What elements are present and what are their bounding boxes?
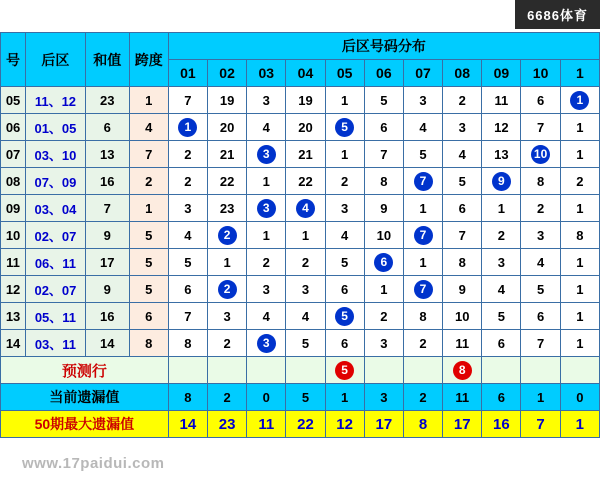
prediction-cell-10 (521, 357, 560, 384)
cell-dist-07: 5 (403, 141, 442, 168)
cell-dist-03 (247, 330, 286, 357)
prediction-cell-11 (560, 357, 599, 384)
cell-dist-01 (168, 114, 207, 141)
highlight-ball: 7 (414, 226, 433, 245)
cell-sum: 23 (85, 87, 129, 114)
cell-dist-05: 6 (325, 330, 364, 357)
cell-dist-04: 20 (286, 114, 325, 141)
header-span: 跨度 (129, 33, 168, 87)
cell-dist-11: 8 (560, 222, 599, 249)
cell-dist-08: 7 (443, 222, 482, 249)
cell-dist-06: 1 (364, 276, 403, 303)
prediction-cell-02 (207, 357, 246, 384)
cell-dist-07: 3 (403, 87, 442, 114)
cell-sum: 17 (85, 249, 129, 276)
max-miss-value-05: 12 (325, 411, 364, 438)
current-miss-row (1, 384, 600, 411)
header-col-03: 03 (247, 60, 286, 87)
cell-dist-03: 1 (247, 168, 286, 195)
cell-dist-01: 8 (168, 330, 207, 357)
cell-issue: 10 (1, 222, 26, 249)
header-col-04: 04 (286, 60, 325, 87)
header-col-05: 05 (325, 60, 364, 87)
cell-dist-03: 3 (247, 276, 286, 303)
current-miss-value-04: 5 (286, 384, 325, 411)
cell-dist-05: 1 (325, 141, 364, 168)
watermark-bottom-left: www.17paidui.com (22, 455, 165, 472)
watermark-top-right: 6686体育 (515, 0, 600, 29)
highlight-ball: 1 (178, 118, 197, 137)
header-col-08: 08 (443, 60, 482, 87)
current-miss-value-07: 2 (403, 384, 442, 411)
max-miss-value-11: 1 (560, 411, 599, 438)
header-col-01: 01 (168, 60, 207, 87)
cell-back-zone: 05、11 (26, 303, 86, 330)
cell-span: 4 (129, 114, 168, 141)
prediction-cell-03 (247, 357, 286, 384)
cell-dist-06: 2 (364, 303, 403, 330)
cell-dist-09: 13 (482, 141, 521, 168)
highlight-ball: 8 (453, 361, 472, 380)
cell-dist-02 (207, 222, 246, 249)
cell-dist-08: 8 (443, 249, 482, 276)
header-back-zone: 后区 (26, 33, 86, 87)
lottery-distribution-table (0, 32, 600, 438)
cell-dist-06: 5 (364, 87, 403, 114)
cell-dist-10: 6 (521, 303, 560, 330)
table-row (1, 141, 600, 168)
table-row (1, 276, 600, 303)
cell-dist-11: 1 (560, 330, 599, 357)
table-row (1, 87, 600, 114)
table-row (1, 195, 600, 222)
header-issue: 号 (1, 33, 26, 87)
table-row (1, 330, 600, 357)
cell-dist-01: 4 (168, 222, 207, 249)
cell-dist-01: 7 (168, 303, 207, 330)
highlight-ball: 7 (414, 172, 433, 191)
cell-dist-03: 4 (247, 303, 286, 330)
cell-dist-04: 5 (286, 330, 325, 357)
max-miss-label: 50期最大遗漏值 (1, 411, 169, 438)
header-col-11: 1 (560, 60, 599, 87)
cell-span: 1 (129, 87, 168, 114)
cell-span: 2 (129, 168, 168, 195)
cell-back-zone: 07、09 (26, 168, 86, 195)
highlight-ball: 4 (296, 199, 315, 218)
highlight-ball: 5 (335, 307, 354, 326)
max-miss-value-01: 14 (168, 411, 207, 438)
highlight-ball: 5 (335, 361, 354, 380)
header-col-02: 02 (207, 60, 246, 87)
table-row (1, 303, 600, 330)
highlight-ball: 9 (492, 172, 511, 191)
current-miss-value-05: 1 (325, 384, 364, 411)
cell-sum: 13 (85, 141, 129, 168)
cell-dist-01: 3 (168, 195, 207, 222)
highlight-ball: 1 (570, 91, 589, 110)
cell-dist-08: 3 (443, 114, 482, 141)
cell-dist-09: 2 (482, 222, 521, 249)
cell-dist-04 (286, 195, 325, 222)
highlight-ball: 7 (414, 280, 433, 299)
cell-dist-08: 6 (443, 195, 482, 222)
cell-dist-05: 5 (325, 249, 364, 276)
current-miss-label: 当前遗漏值 (1, 384, 169, 411)
cell-sum: 16 (85, 168, 129, 195)
cell-dist-04: 19 (286, 87, 325, 114)
cell-dist-10: 5 (521, 276, 560, 303)
header-group-distribution: 后区号码分布 (168, 33, 599, 60)
highlight-ball: 3 (257, 334, 276, 353)
cell-issue: 12 (1, 276, 26, 303)
cell-dist-03 (247, 141, 286, 168)
cell-issue: 07 (1, 141, 26, 168)
prediction-cell-09 (482, 357, 521, 384)
cell-dist-08: 5 (443, 168, 482, 195)
current-miss-value-10: 1 (521, 384, 560, 411)
cell-span: 7 (129, 141, 168, 168)
cell-issue: 14 (1, 330, 26, 357)
cell-dist-04: 21 (286, 141, 325, 168)
max-miss-value-02: 23 (207, 411, 246, 438)
cell-sum: 7 (85, 195, 129, 222)
cell-dist-11 (560, 87, 599, 114)
header-col-09: 09 (482, 60, 521, 87)
cell-dist-11: 1 (560, 249, 599, 276)
cell-sum: 9 (85, 276, 129, 303)
cell-dist-07 (403, 276, 442, 303)
highlight-ball: 3 (257, 145, 276, 164)
cell-dist-04: 2 (286, 249, 325, 276)
cell-dist-11: 1 (560, 114, 599, 141)
cell-dist-09: 6 (482, 330, 521, 357)
cell-dist-10: 7 (521, 114, 560, 141)
cell-dist-06: 8 (364, 168, 403, 195)
cell-dist-05: 4 (325, 222, 364, 249)
header-sum: 和值 (85, 33, 129, 87)
table-row (1, 168, 600, 195)
cell-dist-08: 11 (443, 330, 482, 357)
highlight-ball: 2 (218, 280, 237, 299)
cell-dist-01: 2 (168, 168, 207, 195)
current-miss-value-08: 11 (443, 384, 482, 411)
cell-dist-06: 6 (364, 114, 403, 141)
cell-dist-04: 1 (286, 222, 325, 249)
cell-back-zone: 02、07 (26, 222, 86, 249)
cell-issue: 05 (1, 87, 26, 114)
cell-span: 8 (129, 330, 168, 357)
highlight-ball: 6 (374, 253, 393, 272)
cell-sum: 9 (85, 222, 129, 249)
cell-dist-07: 1 (403, 195, 442, 222)
cell-sum: 6 (85, 114, 129, 141)
current-miss-value-09: 6 (482, 384, 521, 411)
cell-dist-08: 4 (443, 141, 482, 168)
cell-dist-02: 3 (207, 303, 246, 330)
max-miss-value-08: 17 (443, 411, 482, 438)
cell-dist-10: 7 (521, 330, 560, 357)
cell-dist-01: 5 (168, 249, 207, 276)
cell-issue: 08 (1, 168, 26, 195)
cell-dist-05: 2 (325, 168, 364, 195)
cell-dist-09: 3 (482, 249, 521, 276)
cell-dist-09 (482, 168, 521, 195)
cell-sum: 14 (85, 330, 129, 357)
header-col-06: 06 (364, 60, 403, 87)
cell-issue: 09 (1, 195, 26, 222)
cell-span: 5 (129, 276, 168, 303)
cell-dist-06: 3 (364, 330, 403, 357)
cell-back-zone: 03、10 (26, 141, 86, 168)
cell-dist-08: 9 (443, 276, 482, 303)
cell-dist-01: 7 (168, 87, 207, 114)
max-miss-value-07: 8 (403, 411, 442, 438)
cell-dist-06: 7 (364, 141, 403, 168)
cell-issue: 11 (1, 249, 26, 276)
prediction-cell-06 (364, 357, 403, 384)
prediction-cell-05 (325, 357, 364, 384)
max-miss-value-03: 11 (247, 411, 286, 438)
cell-dist-10: 2 (521, 195, 560, 222)
cell-dist-09: 1 (482, 195, 521, 222)
cell-dist-02: 22 (207, 168, 246, 195)
cell-dist-01: 2 (168, 141, 207, 168)
cell-dist-05 (325, 114, 364, 141)
cell-dist-08: 2 (443, 87, 482, 114)
cell-dist-03: 4 (247, 114, 286, 141)
prediction-label: 预测行 (1, 357, 169, 384)
cell-dist-01: 6 (168, 276, 207, 303)
current-miss-value-01: 8 (168, 384, 207, 411)
cell-dist-11: 1 (560, 303, 599, 330)
cell-dist-08: 10 (443, 303, 482, 330)
cell-dist-03 (247, 195, 286, 222)
cell-issue: 13 (1, 303, 26, 330)
prediction-cell-04 (286, 357, 325, 384)
cell-dist-04: 4 (286, 303, 325, 330)
header-col-10: 10 (521, 60, 560, 87)
cell-dist-02: 23 (207, 195, 246, 222)
cell-dist-03: 1 (247, 222, 286, 249)
cell-dist-07: 8 (403, 303, 442, 330)
cell-dist-04: 3 (286, 276, 325, 303)
prediction-row (1, 357, 600, 384)
table-row (1, 114, 600, 141)
cell-dist-03: 3 (247, 87, 286, 114)
current-miss-value-03: 0 (247, 384, 286, 411)
cell-back-zone: 03、11 (26, 330, 86, 357)
highlight-ball: 5 (335, 118, 354, 137)
cell-dist-06 (364, 249, 403, 276)
table-header-row-1 (1, 33, 600, 60)
cell-dist-02: 2 (207, 330, 246, 357)
cell-dist-10: 3 (521, 222, 560, 249)
cell-dist-10 (521, 141, 560, 168)
cell-span: 5 (129, 222, 168, 249)
cell-dist-07: 2 (403, 330, 442, 357)
cell-dist-02: 21 (207, 141, 246, 168)
cell-dist-10: 6 (521, 87, 560, 114)
prediction-cell-07 (403, 357, 442, 384)
cell-back-zone: 11、12 (26, 87, 86, 114)
max-miss-value-04: 22 (286, 411, 325, 438)
cell-dist-09: 12 (482, 114, 521, 141)
cell-dist-02: 19 (207, 87, 246, 114)
cell-dist-06: 10 (364, 222, 403, 249)
cell-dist-05: 3 (325, 195, 364, 222)
cell-span: 1 (129, 195, 168, 222)
cell-dist-09: 11 (482, 87, 521, 114)
cell-dist-02: 1 (207, 249, 246, 276)
cell-dist-07: 1 (403, 249, 442, 276)
table-row (1, 222, 600, 249)
cell-dist-09: 4 (482, 276, 521, 303)
header-col-07: 07 (403, 60, 442, 87)
table-row (1, 249, 600, 276)
max-miss-value-09: 16 (482, 411, 521, 438)
cell-dist-05 (325, 303, 364, 330)
current-miss-value-06: 3 (364, 384, 403, 411)
cell-sum: 16 (85, 303, 129, 330)
max-miss-row (1, 411, 600, 438)
cell-dist-11: 2 (560, 168, 599, 195)
cell-dist-04: 22 (286, 168, 325, 195)
highlight-ball: 2 (218, 226, 237, 245)
cell-issue: 06 (1, 114, 26, 141)
cell-dist-10: 4 (521, 249, 560, 276)
highlight-ball: 3 (257, 199, 276, 218)
cell-dist-10: 8 (521, 168, 560, 195)
prediction-cell-08 (443, 357, 482, 384)
cell-dist-06: 9 (364, 195, 403, 222)
highlight-ball: 10 (531, 145, 550, 164)
cell-back-zone: 02、07 (26, 276, 86, 303)
cell-span: 6 (129, 303, 168, 330)
cell-dist-11: 1 (560, 276, 599, 303)
cell-dist-05: 1 (325, 87, 364, 114)
current-miss-value-11: 0 (560, 384, 599, 411)
cell-dist-05: 6 (325, 276, 364, 303)
cell-dist-03: 2 (247, 249, 286, 276)
cell-dist-07 (403, 222, 442, 249)
cell-dist-07: 4 (403, 114, 442, 141)
current-miss-value-02: 2 (207, 384, 246, 411)
max-miss-value-06: 17 (364, 411, 403, 438)
prediction-cell-01 (168, 357, 207, 384)
cell-dist-09: 5 (482, 303, 521, 330)
cell-dist-11: 1 (560, 141, 599, 168)
cell-dist-02: 20 (207, 114, 246, 141)
cell-back-zone: 01、05 (26, 114, 86, 141)
max-miss-value-10: 7 (521, 411, 560, 438)
cell-span: 5 (129, 249, 168, 276)
cell-dist-07 (403, 168, 442, 195)
cell-back-zone: 06、11 (26, 249, 86, 276)
cell-back-zone: 03、04 (26, 195, 86, 222)
cell-dist-02 (207, 276, 246, 303)
cell-dist-11: 1 (560, 195, 599, 222)
